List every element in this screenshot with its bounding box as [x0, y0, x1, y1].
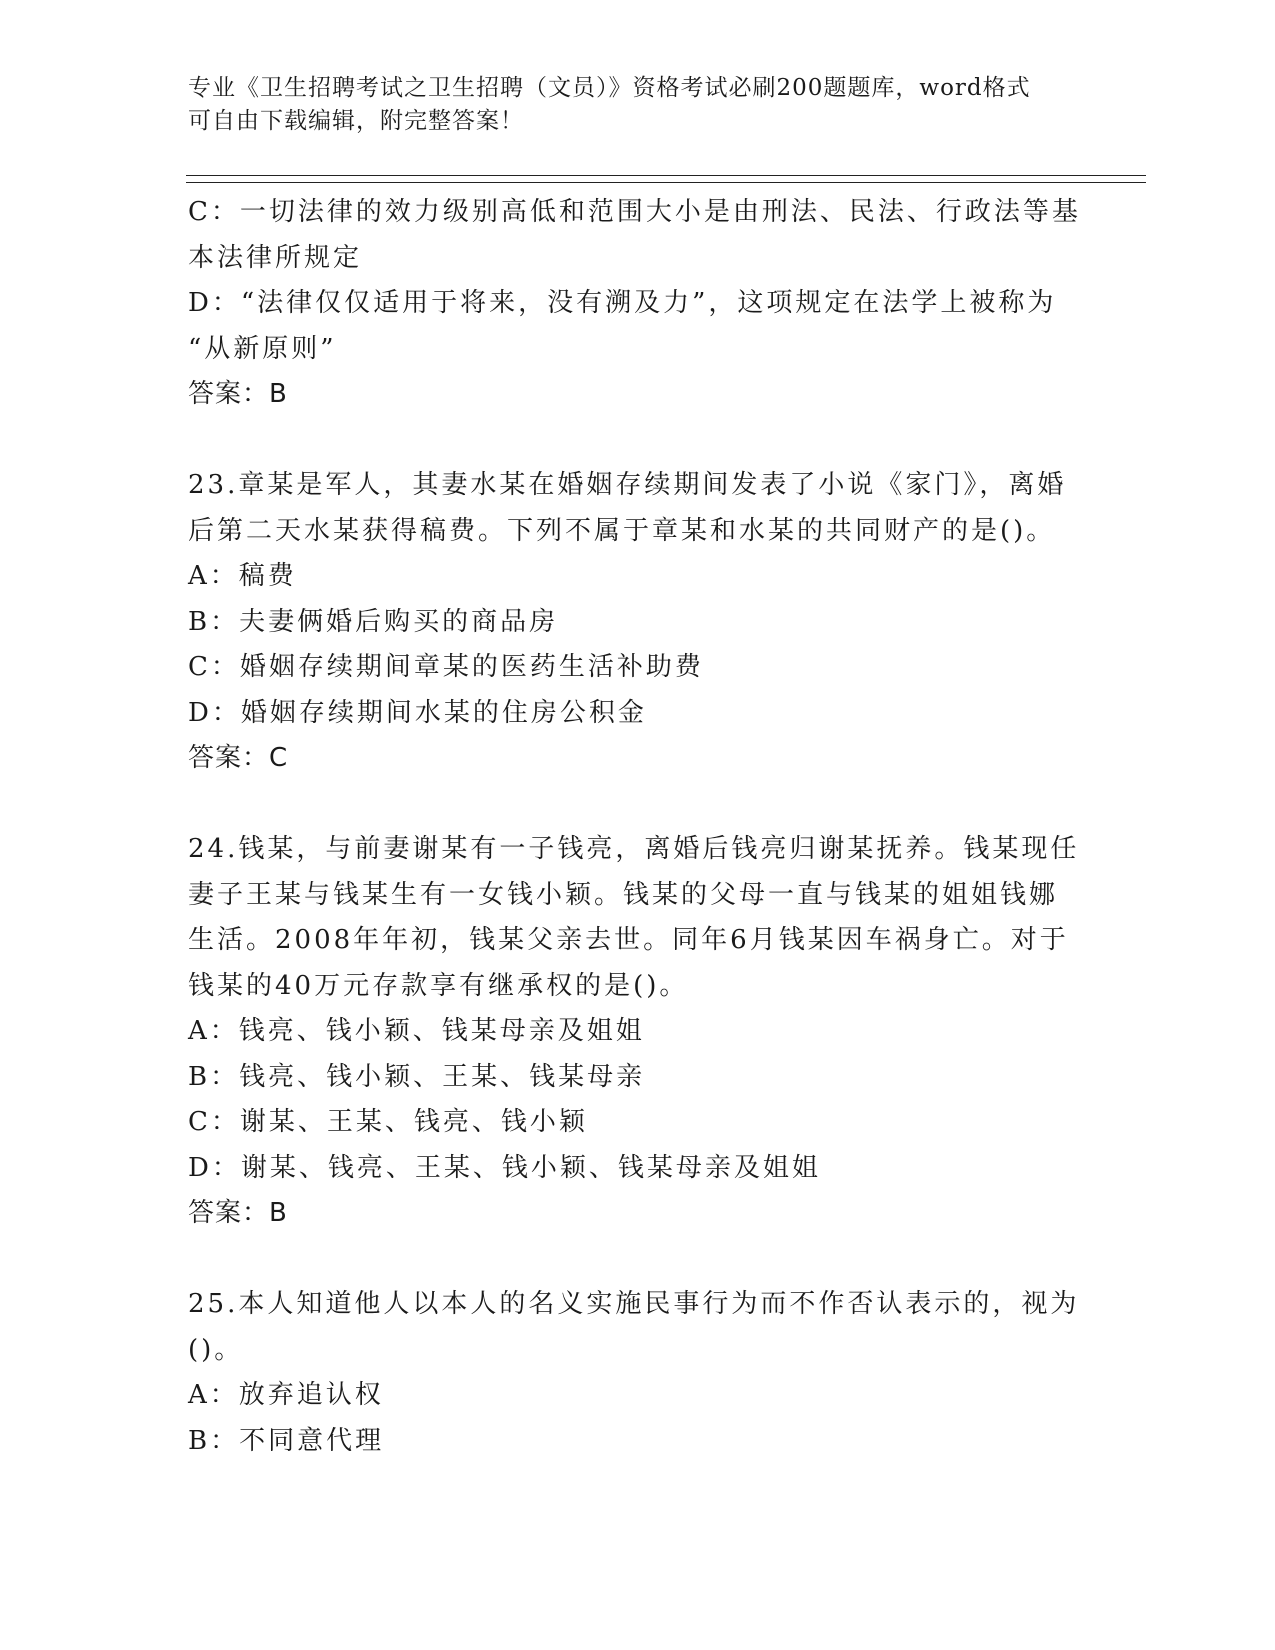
header-line-2: 可自由下载编辑，附完整答案！	[188, 108, 524, 134]
option-c-line-1: C：一切法律的效力级别高低和范围大小是由刑法、民法、行政法等基	[188, 197, 1081, 227]
option-a: A：稿费	[188, 561, 297, 591]
spacer	[188, 418, 1068, 464]
question-23	[188, 463, 1068, 782]
question-stem-line-1: 25.本人知道他人以本人的名义实施民事行为而不作否认表示的，视为	[188, 1289, 1080, 1319]
previous-question-tail	[188, 190, 1081, 418]
question-stem-line-2: 妻子王某与钱某生有一女钱小颖。钱某的父母一直与钱某的姐姐钱娜	[188, 879, 1059, 910]
question-stem-line-1: 24.钱某，与前妻谢某有一子钱亮，离婚后钱亮归谢某抚养。钱某现任	[188, 834, 1080, 864]
question-stem-line-1: 23.章某是军人，其妻水某在婚姻存续期间发表了小说《家门》，离婚	[188, 470, 1067, 500]
answer-label: 答案：B	[188, 1198, 288, 1228]
question-25	[188, 1282, 1080, 1464]
option-d-line-1: D：“法律仅仅适用于将来，没有溯及力”，这项规定在法学上被称为	[188, 288, 1057, 318]
document-body	[188, 190, 1081, 1464]
question-stem-line-4: 钱某的40万元存款享有继承权的是()。	[188, 970, 689, 1001]
option-b: B：夫妻俩婚后购买的商品房	[188, 606, 559, 637]
header-line-1: 专业《卫生招聘考试之卫生招聘（文员）》资格考试必刷200题题库，word格式	[188, 75, 1031, 101]
option-d: D：谢某、钱亮、王某、钱小颖、钱某母亲及姐姐	[188, 1152, 821, 1183]
option-b: B：不同意代理	[188, 1425, 385, 1456]
option-c: C：婚姻存续期间章某的医药生活补助费	[188, 652, 704, 682]
question-stem-line-3: 生活。2008年年初，钱某父亲去世。同年6月钱某因车祸身亡。对于	[188, 925, 1069, 955]
option-a: A：钱亮、钱小颖、钱某母亲及姐姐	[188, 1016, 645, 1046]
option-d-line-2: “从新原则”	[188, 333, 337, 364]
option-a: A：放弃追认权	[188, 1380, 384, 1410]
spacer	[188, 782, 1068, 828]
option-d: D：婚姻存续期间水某的住房公积金	[188, 697, 647, 728]
document-header	[188, 72, 1088, 138]
header-rule-bottom	[186, 182, 1146, 183]
answer-label: 答案：C	[188, 743, 289, 773]
question-stem-line-2: 后第二天水某获得稿费。下列不属于章某和水某的共同财产的是()。	[188, 515, 1056, 546]
spacer	[188, 1237, 1068, 1283]
option-b: B：钱亮、钱小颖、王某、钱某母亲	[188, 1061, 646, 1092]
header-rule-top	[186, 175, 1146, 176]
question-stem-line-2: ()。	[188, 1334, 244, 1365]
option-c: C：谢某、王某、钱亮、钱小颖	[188, 1107, 588, 1137]
answer-label: 答案：B	[188, 379, 288, 409]
option-c-line-2: 本法律所规定	[188, 242, 363, 273]
question-24	[188, 827, 1080, 1237]
